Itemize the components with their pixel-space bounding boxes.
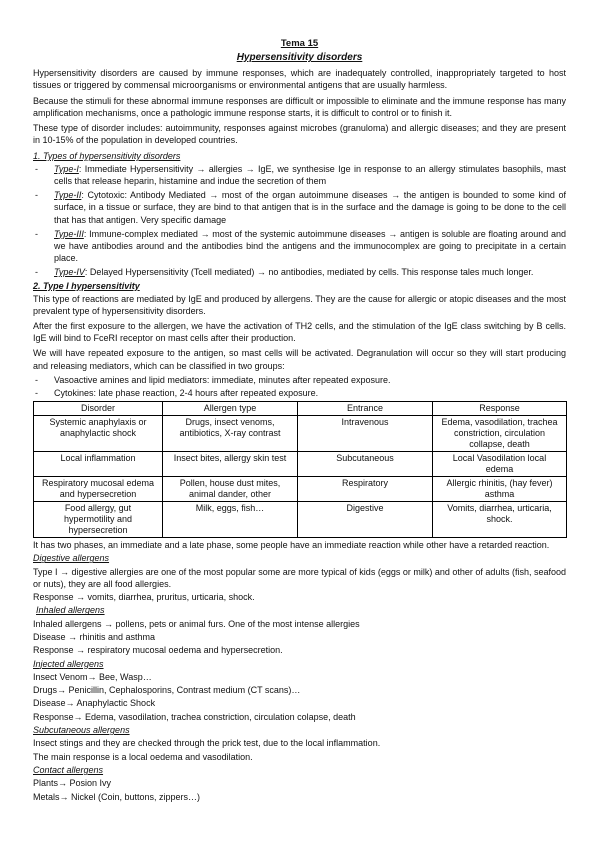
allergen-line: The main response is a local oedema and vasodilation. [33,751,253,762]
table-cell: Edema, vasodilation, trachea constriction, circulation collapse, death [433,415,567,451]
type-label: Type-I [54,164,79,175]
allergen-line: Response→ Edema, vasodilation, trachea constriction, circulation colapse, death [33,711,356,722]
allergen-line: Disease → rhinitis and asthma [33,632,156,642]
table-cell: Milk, eggs, fish… [163,501,298,537]
table-cell: Allergic rhinitis, (hay fever) asthma [433,476,567,501]
table-cell: Food allergy, gut hypermotility and hypersecretion [34,501,163,537]
allergen-section [33,539,566,803]
table-header-entrance: Entrance [298,401,433,415]
types-section [33,150,566,278]
type-list-item [33,163,566,188]
section-paragraph: This type of reactions are mediated by IgE and produced by allergens. They are the cause for allergic or atopic diseases and the most prevalent type of hypersensitivity disorders. [33,294,566,317]
table-row [34,415,567,451]
table-cell: Local inflammation [34,451,163,476]
intro-paragraph: Because the stimuli for these abnormal immune responses are difficult or impossible to eliminate and the immune response has many amplification mechanisms, once a pathologic immune response starts, it is difficult to control or to finish it. [33,95,566,118]
table-header-row [34,401,567,415]
document-page [33,38,566,804]
type-description: : Delayed Hypersensitivity (Tcell mediated) → no antibodies, mediated by cells. This response tales much longer. [84,266,534,277]
table-header-response: Response [433,401,567,415]
section-heading: 1. Types of hypersensitivity disorders [33,150,181,161]
type-list-item [33,266,566,278]
allergen-group-heading: Inhaled allergens [36,605,105,616]
type-label: Type-III [54,228,84,239]
type-description: : Immediate Hypersensitivity → allergies → IgE, we synthesise Ige in response to an allergy stimulates basophils, mast cells that release heparin, histamine and indue the secretion of them [54,164,566,187]
allergen-line: Insect Venom→ Bee, Wasp… [33,671,152,682]
allergen-line: Insect stings and they are checked through the prick test, due to the local inflammation. [33,738,381,749]
type-description: : Cytotoxic: Antibody Mediated → most of the organ autoimmune diseases → the antigen is bounded to some kind of surface, in a tissue or surface, they are bind to that antigen that is in the surface and the damage is going to be done to the cell that has that antigen. Very specific damage [54,190,566,225]
table-row [34,476,567,501]
table-header-allergen-type: Allergen type [163,401,298,415]
table-cell: Vomits, diarrhea, urticaria, shock. [433,501,567,537]
allergy-table [33,401,567,538]
document-title: Tema 15 [280,38,319,49]
table-cell: Intravenous [298,415,433,451]
section-paragraph: We will have repeated exposure to the antigen, so mast cells will be activated. Degranulation will occur so they will start producing and releasing mediators, which can be classified in two groups: [33,348,566,371]
table-header-disorder: Disorder [34,401,163,415]
section-paragraph: After the first exposure to the allergen, we have the activation of TH2 cells, and the stimulation of the IgE class switching by B cells. IgE will bind to FceRI receptor on mast cells after their production. [33,321,566,344]
table-cell: Drugs, insect venoms, antibiotics, X-ray contrast [163,415,298,451]
document-subtitle: Hypersensitivity disorders [236,52,363,63]
allergen-line: Metals→ Nickel (Coin, buttons, zippers…) [33,791,201,802]
table-row [34,451,567,476]
type-list-item [33,189,566,226]
allergen-line: Disease→ Anaphylactic Shock [33,698,156,709]
allergen-line: Response → respiratory mucosal oedema and hypersecretion. [33,645,283,656]
allergen-group-heading: Contact allergens [33,764,104,775]
type-list-item [33,228,566,265]
allergen-group-heading: Subcutaneous allergens [33,725,130,736]
allergen-group-heading: Digestive allergens [33,553,110,564]
allergen-group-heading: Injected allergens [33,658,104,669]
mediator-list [33,374,566,399]
table-cell: Subcutaneous [298,451,433,476]
allergen-line: Type I → digestive allergies are one of the most popular some are more typical of kids (eggs or milk) and other of adults (fish, seafood or nuts), they are all food allergies. [33,566,566,589]
table-cell: Digestive [298,501,433,537]
allergen-line: Plants→ Posion Ivy [33,778,112,789]
type-label: Type-II [54,190,82,201]
table-cell: Respiratory [298,476,433,501]
mediator-item: - Cytokines: late phase reaction, 2-4 hours after repeated exposure. [33,387,566,399]
intro-paragraph: These type of disorder includes: autoimmunity, responses against microbes (granuloma) and allergic diseases; and they are present in 10-15% of the population in developed countries. [33,123,566,146]
table-row [34,501,567,537]
table-cell: Systemic anaphylaxis or anaphylactic shock [34,415,163,451]
type-description: : Immune-complex mediated → most of the systemic autoimmune diseases → antigen is soluble are floating around and we have antibodies around and the antibodies bind the antigens and the immunocomplex are going to precipitate in a certain place. [54,228,566,264]
allergen-line: Inhaled allergens → pollens, pets or animal furs. One of the most intense allergies [33,618,360,629]
mediator-item: - Vasoactive amines and lipid mediators: immediate, minutes after repeated exposure. [33,374,566,386]
intro-section [33,67,566,147]
allergen-line: Response → vomits, diarrhea, pruritus, urticaria, shock. [33,592,255,603]
table-cell: Pollen, house dust mites, animal dander, other [163,476,298,501]
table-cell: Respiratory mucosal edema and hypersecretion [34,476,163,501]
type1-section [33,280,566,399]
table-cell: Local Vasodilation local edema [433,451,567,476]
type-label: Type-IV [54,266,85,277]
section-heading: 2. Type I hypersensitivity [33,280,140,291]
intro-paragraph: Hypersensitivity disorders are caused by immune responses, which are inadequately controlled, inappropriately targeted to host tissues or triggered by commensal microorganisms or environmental antigens that are usually harmless. [33,68,566,91]
phases-note: It has two phases, an immediate and a late phase, some people have an immediate reaction while other have a retarded reaction. [33,539,550,550]
table-cell: Insect bites, allergy skin test [163,451,298,476]
allergen-line: Drugs→ Penicillin, Cephalosporins, Contrast medium (CT scans)… [33,685,301,696]
type-list [33,163,566,278]
